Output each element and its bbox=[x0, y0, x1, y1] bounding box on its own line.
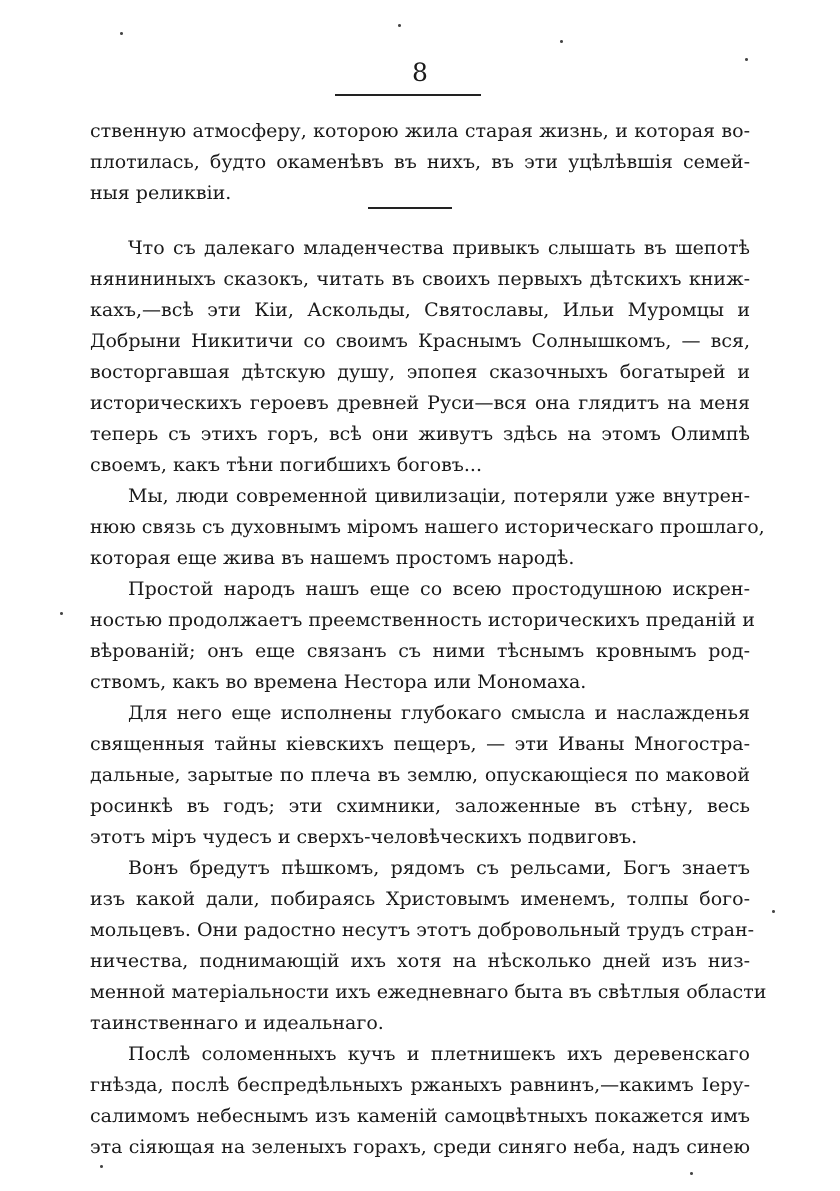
text-line: ствомъ, какъ во времена Нестора или Мономаха. bbox=[90, 671, 587, 693]
page-number: 8 bbox=[412, 58, 428, 87]
text-line: Добрыни Никитичи со своимъ Краснымъ Солнышкомъ, — вся, bbox=[90, 330, 750, 352]
section-divider bbox=[368, 207, 452, 209]
text-line: росинкѣ въ годъ; эти схимники, заложенные въ стѣну, весь bbox=[90, 795, 750, 817]
scan-speck bbox=[60, 612, 63, 615]
text-line: священныя тайны кіевскихъ пещеръ, — эти Иваны Многострa- bbox=[90, 733, 750, 755]
text-line: кахъ,—всѣ эти Кіи, Аскольды, Святославы, Ильи Муромцы и bbox=[90, 299, 750, 321]
text-line: Для него еще исполнены глубокаго смысла и наслажденья bbox=[128, 702, 750, 724]
text-line: Простой народъ нашъ еще со всею простодушною искрен- bbox=[128, 578, 750, 600]
text-line: мольцевъ. Они радостно несутъ этотъ добровольный трудъ стран- bbox=[90, 919, 755, 941]
text-line: нянининыхъ сказокъ, читать въ своихъ первыхъ дѣтскихъ книж- bbox=[90, 268, 750, 290]
scan-speck bbox=[690, 1172, 693, 1175]
text-line: вѣрованій; онъ еще связанъ съ ними тѣснымъ кровнымъ род- bbox=[90, 640, 750, 662]
text-line: которая еще жива въ нашемъ простомъ народѣ. bbox=[90, 547, 575, 569]
text-line: таинственнаго и идеальнаго. bbox=[90, 1012, 384, 1034]
text-line: гнѣзда, послѣ беспредѣльныхъ ржаныхъ равнинъ,—какимъ Іеру- bbox=[90, 1074, 750, 1096]
scan-speck bbox=[560, 40, 563, 43]
text-line: изъ какой дали, побираясь Христовымъ именемъ, толпы бого- bbox=[90, 888, 750, 910]
text-line: плотилась, будто окаменѣвъ въ нихъ, въ эти уцѣлѣвшія семей- bbox=[90, 151, 750, 173]
text-line: ныя реликвіи. bbox=[90, 182, 232, 204]
text-line: ственную атмосферу, которою жила старая жизнь, и которая во- bbox=[90, 120, 750, 142]
text-line: ностью продолжаетъ преемственность историческихъ преданій и bbox=[90, 609, 755, 631]
text-line: эта сіяющая на зеленыхъ горахъ, среди синяго неба, надъ синею bbox=[90, 1136, 750, 1158]
text-line: Вонъ бредутъ пѣшкомъ, рядомъ съ рельсами, Богъ знаетъ bbox=[128, 857, 750, 879]
text-line: дальные, зарытые по плеча въ землю, опускающіеся по маковой bbox=[90, 764, 750, 786]
text-line: восторгавшая дѣтскую душу, эпопея сказочныхъ богатырей и bbox=[90, 361, 750, 383]
text-line: менной матеріальности ихъ ежедневнаго быта въ свѣтлыя области bbox=[90, 981, 767, 1003]
text-line: ничества, поднимающій ихъ хотя на нѣсколько дней изъ низ- bbox=[90, 950, 750, 972]
scan-speck bbox=[398, 24, 401, 27]
text-line: салимомъ небеснымъ изъ каменій самоцвѣтныхъ покажется имъ bbox=[90, 1105, 750, 1127]
text-line: нюю связь съ духовнымъ міромъ нашего историческаго прошлаго, bbox=[90, 516, 765, 538]
text-line: Что съ далекаго младенчества привыкъ слышать въ шепотѣ bbox=[128, 237, 750, 259]
text-line: Мы, люди современной цивилизаціи, потеряли уже внутрен- bbox=[128, 485, 750, 507]
scan-speck bbox=[745, 58, 748, 61]
text-line: этотъ міръ чудесъ и сверхъ-человѣческихъ подвиговъ. bbox=[90, 826, 638, 848]
text-line: своемъ, какъ тѣни погибшихъ боговъ... bbox=[90, 454, 483, 476]
text-line: историческихъ героевъ древней Руси—вся она глядитъ на меня bbox=[90, 392, 750, 414]
scan-speck bbox=[772, 910, 775, 913]
text-line: теперь съ этихъ горъ, всѣ они живутъ здѣсь на этомъ Олимпѣ bbox=[90, 423, 750, 445]
scan-speck bbox=[120, 32, 123, 35]
scan-speck bbox=[100, 1165, 103, 1168]
text-line: Послѣ соломенныхъ кучъ и плетнишекъ ихъ деревенскаго bbox=[128, 1043, 750, 1065]
header-rule bbox=[335, 94, 481, 96]
